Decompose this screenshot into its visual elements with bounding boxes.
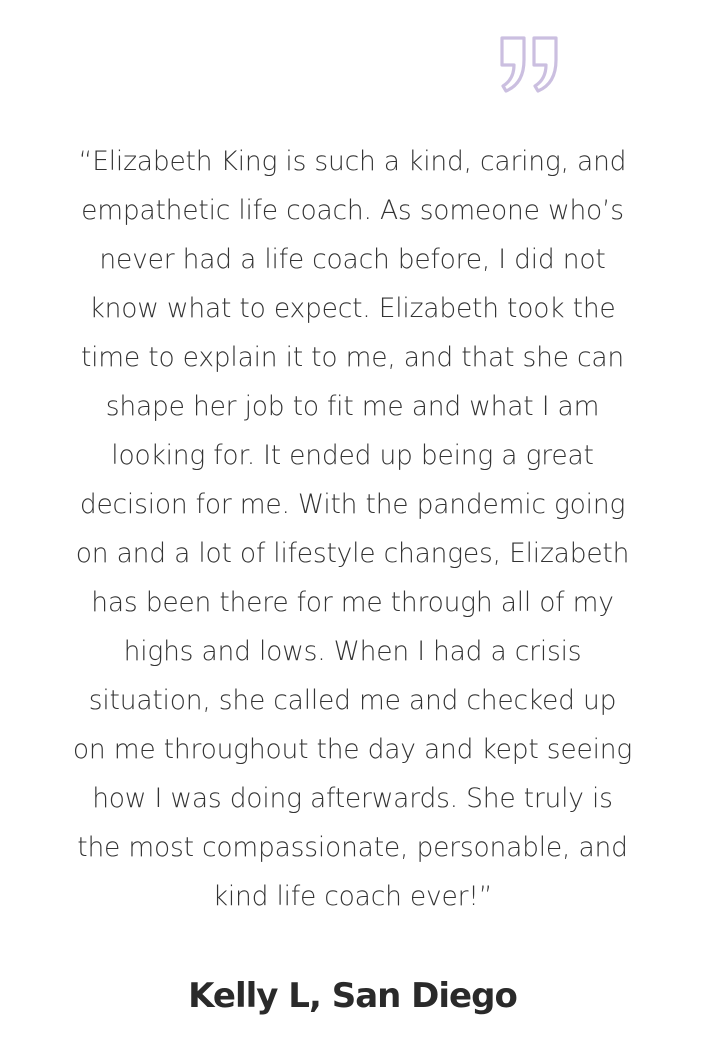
quote-line: know what to expect. Elizabeth took the [89, 293, 616, 324]
quote-line: shape her job to fit me and what I am [105, 391, 600, 422]
closing-quote-icon [498, 34, 562, 94]
quote-line: has been there for me through all of my [91, 587, 614, 618]
quote-line: on me throughout the day and kept seeing [72, 734, 633, 765]
testimonial-quote [40, 137, 665, 921]
quote-line: highs and lows. When I had a crisis [123, 636, 582, 667]
quote-line: on and a lot of lifestyle changes, Elizabeth [75, 538, 630, 569]
quote-line: how I was doing afterwards. She truly is [92, 783, 613, 814]
quote-line: situation, she called me and checked up [88, 685, 617, 716]
quote-line: looking for. It ended up being a great [111, 440, 594, 471]
testimonial-author: Kelly L, San Diego [188, 976, 517, 1016]
quote-line: “Elizabeth King is such a kind, caring, and [78, 146, 627, 177]
quote-line: decision for me. With the pandemic going [79, 489, 626, 520]
quote-line: time to explain it to me, and that she can [80, 342, 625, 373]
quote-line: empathetic life coach. As someone who’s [81, 195, 624, 226]
quote-line: the most compassionate, personable, and [77, 832, 628, 863]
quote-line: never had a life coach before, I did not [99, 244, 606, 275]
quote-line: kind life coach ever!” [212, 881, 493, 912]
